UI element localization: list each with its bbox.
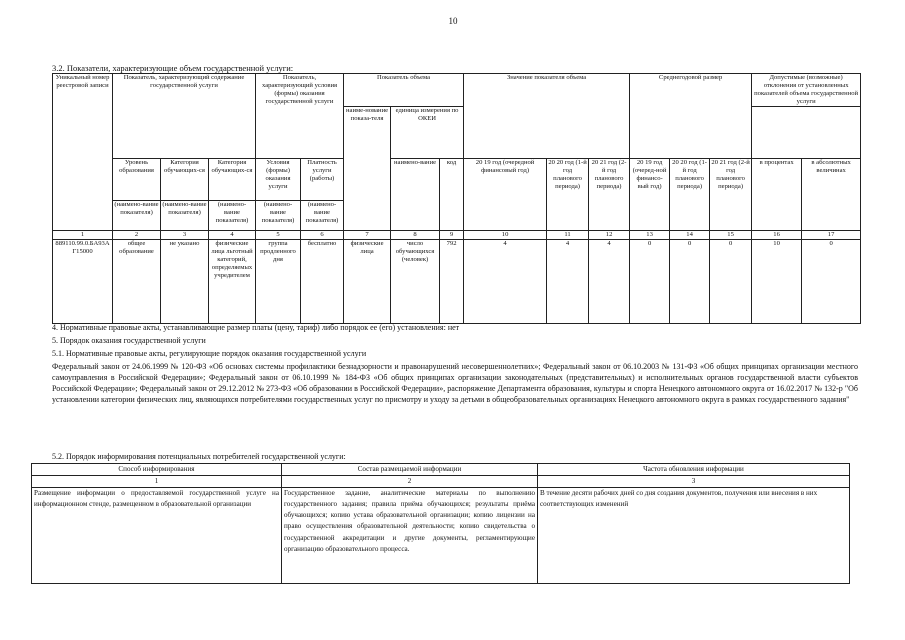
column-number: 8 <box>391 231 440 240</box>
header-value-year-3: 20 21 год (2-й год планового периода) <box>589 159 630 231</box>
header-unit: единица измерения по ОКЕИ <box>391 107 464 159</box>
header-volume-values: Значение показателя объема <box>464 74 630 159</box>
header-unit-name: наимено-вание <box>391 159 440 231</box>
column-number: 1 <box>53 231 113 240</box>
header-deviation-spacer <box>752 107 861 159</box>
column-number: 3 <box>538 476 850 488</box>
header-name-placeholder: (наимено-вание показателя) <box>256 201 301 231</box>
column-number: 17 <box>802 231 861 240</box>
header-value-year-1: 20 19 год (очередной финансовый год) <box>464 159 547 231</box>
cell-forms: группа продленного дня <box>256 240 301 324</box>
column-number: 11 <box>547 231 589 240</box>
column-number: 4 <box>209 231 256 240</box>
header-name-placeholder: (наимено-вание показателя) <box>209 201 256 231</box>
header-deviation-absolute: в абсолютных величинах <box>802 159 861 231</box>
header-content: Состав размещаемой информации <box>282 464 538 476</box>
header-name-placeholder: (наимено-вание показателя) <box>113 201 161 231</box>
header-average-price: Среднегодовой размер <box>630 74 752 159</box>
column-number: 16 <box>752 231 802 240</box>
header-price-year-2: 20 20 год (1-й год планового периода) <box>670 159 710 231</box>
cell-deviation-absolute: 0 <box>802 240 861 324</box>
header-level: Уровень образования <box>113 159 161 201</box>
column-number: 3 <box>161 231 209 240</box>
header-price-year-3: 20 21 год (2-й год планового периода) <box>710 159 752 231</box>
header-name-placeholder: (наимено-вание показателя) <box>301 201 344 231</box>
cell-price-year-1: 0 <box>630 240 670 324</box>
paragraph-5: 5. Порядок оказания государственной услуги <box>52 336 206 345</box>
column-number: 5 <box>256 231 301 240</box>
column-number: 1 <box>32 476 282 488</box>
cell-registry-id: 889110.99.0.БА93АГ15000 <box>53 240 113 324</box>
header-deviation: Допустимые (возможные) отклонения от установленных показателей объема государственной услуги <box>752 74 861 107</box>
cell-unit-name: число обучающихся (человек) <box>391 240 440 324</box>
cell-price-year-2: 0 <box>670 240 710 324</box>
header-volume-indicator: Показатель объема <box>344 74 464 107</box>
header-category-2: Категория обучающих-ся <box>209 159 256 201</box>
cell-price-year-3: 0 <box>710 240 752 324</box>
column-number: 15 <box>710 231 752 240</box>
paragraph-5-1-text: Федеральный закон от 24.06.1999 № 120-ФЗ «Об основах системы профилактики безнадзорности и правонарушений несовершеннолетних»; Федеральный закон от 06.10.2003 № 131-ФЗ «Об общих принципах организации местного самоуправления в Российской Федерации»; Федеральный закон от 06.10.1999 № 184-ФЗ «Об общих принципах организации законодательных (представительных) и исполнительных органов государственной власти субъектов Российской Федерации»; Федеральный закон от 29.12.2012 № 273-ФЗ «Об образовании в Российской Федерации», распоряжение Департамента образования, культуры и спорта Ненецкого автономного округа от 16.02.2017 № 132-р "Об установлении категории физических лиц, являющихся потребителями государственных услуг по присмотру и уходу за детьми в общеобразовательных организациях Ненецкого автономного округа в рамках государственного задания" <box>52 362 858 405</box>
information-table <box>31 463 850 584</box>
table-row <box>53 240 861 324</box>
section-3-2-title: 3.2. Показатели, характеризующие объем государственной услуги: <box>52 63 294 73</box>
header-forms: Условия (формы) оказания услуги <box>256 159 301 201</box>
header-method: Способ информирования <box>32 464 282 476</box>
header-content-indicator: Показатель, характеризующий содержание государственной услуги <box>113 74 256 159</box>
header-value-year-2: 20 20 год (1-й год планового периода) <box>547 159 589 231</box>
cell-frequency: В течение десяти рабочих дней со дня создания документов, получения или внесения в них соответствующих изменений <box>538 488 850 584</box>
cell-category-1: не указано <box>161 240 209 324</box>
header-frequency: Частота обновления информации <box>538 464 850 476</box>
cell-value-year-1: 4 <box>464 240 547 324</box>
paragraph-5-2-title: 5.2. Порядок информирования потенциальных потребителей государственной услуги: <box>52 452 346 461</box>
column-number: 6 <box>301 231 344 240</box>
column-number: 7 <box>344 231 391 240</box>
cell-deviation-percent: 10 <box>752 240 802 324</box>
column-number: 14 <box>670 231 710 240</box>
column-number-row <box>53 231 861 240</box>
column-number: 13 <box>630 231 670 240</box>
header-payment: Платность услуги (работы) <box>301 159 344 201</box>
cell-content: Государственное задание, аналитические материалы по выполнению государственного задания; правила приёма обучающихся; результаты приёма обучающихся; копию устава образовательной организации; копию лицензии на право осуществления образовательной деятельности; копию свидетельства о государственной аккредитации и другие документы, регламентирующие организацию образовательного процесса. <box>282 488 538 584</box>
column-number: 12 <box>589 231 630 240</box>
column-number: 9 <box>440 231 464 240</box>
cell-unit-code: 792 <box>440 240 464 324</box>
column-number: 10 <box>464 231 547 240</box>
header-unit-code: код <box>440 159 464 231</box>
column-number: 2 <box>113 231 161 240</box>
table-row <box>32 488 850 584</box>
page-number: 10 <box>448 16 458 26</box>
header-deviation-percent: в процентах <box>752 159 802 231</box>
cell-method: Размещение информации о предоставляемой государственной услуге на информационном стенде, размещенном в образовательной организации <box>32 488 282 584</box>
volume-indicators-table <box>52 73 861 324</box>
header-price-year-1: 20 19 год (очеред-ной финансо-вый год) <box>630 159 670 231</box>
paragraph-5-1-title: 5.1. Нормативные правовые акты, регулирующие порядок оказания государственной услуги <box>52 349 367 358</box>
header-volume-name: наиме-нование показа-теля <box>344 107 391 231</box>
paragraph-4: 4. Нормативные правовые акты, устанавливающие размер платы (цену, тариф) либо порядок ее (его) установления: нет <box>52 323 460 332</box>
cell-level: общее образование <box>113 240 161 324</box>
header-name-placeholder: (наимено-вание показателя) <box>161 201 209 231</box>
cell-value-year-3: 4 <box>589 240 630 324</box>
header-conditions-indicator: Показатель, характеризующий условия (формы) оказания государственной услуги <box>256 74 344 159</box>
header-unique-number: Уникальный номер реестровой записи <box>53 74 113 231</box>
cell-category-2: физические лица льготный категорий, определяемых учредителем <box>209 240 256 324</box>
cell-volume-name: физические лица <box>344 240 391 324</box>
cell-payment: бесплатно <box>301 240 344 324</box>
column-number: 2 <box>282 476 538 488</box>
cell-value-year-2: 4 <box>547 240 589 324</box>
header-category-1: Категория обучающих-ся <box>161 159 209 201</box>
